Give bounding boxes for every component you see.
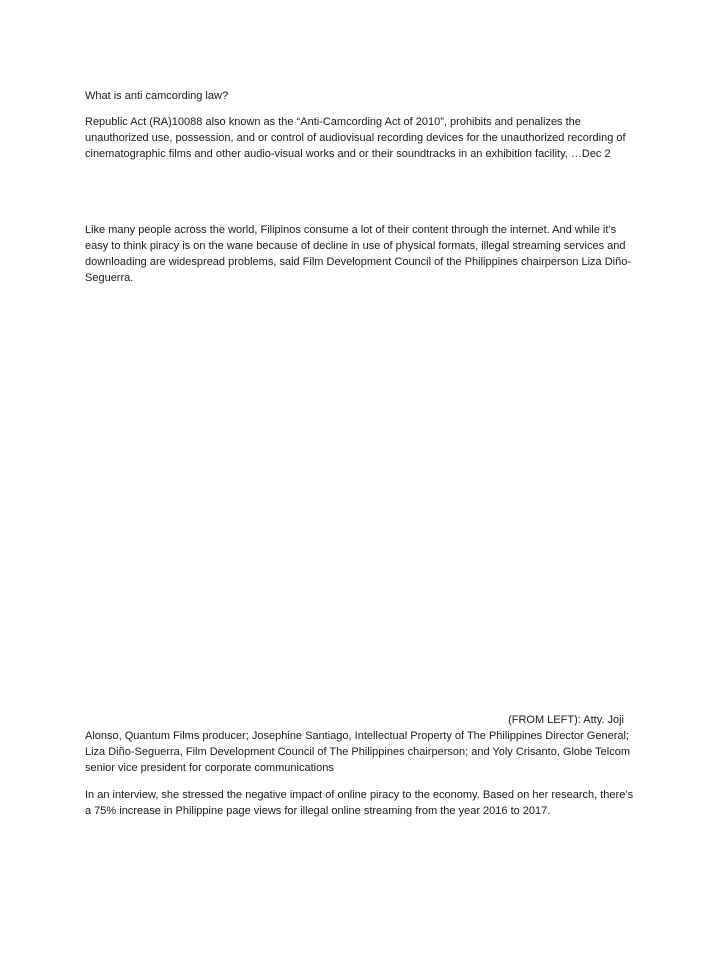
paragraph-republic-act [85, 114, 637, 162]
act-name: Anti-Camcording Act of 2010 [300, 116, 441, 128]
photo-caption-lead: (FROM LEFT): Atty. Joji [508, 714, 624, 726]
paragraph-republic-act-suffix: ”, prohibits and penalizes the unauthorized use, possession, and or control of audiovisual recording devices for the unauthorized recording of cinematographic films and other audio-visual works and or their soundtracks in an exhibition facility, …Dec 2 [85, 116, 626, 160]
photo-caption-text: Alonso, Quantum Films producer; Josephine Santiago, Intellectual Property of The Philippines Director General; Liza Diño-Seguerra, Film Development Council of The Philippines chairperson; and Yoly Crisanto, Globe Telcom senior vice president for corporate communications [85, 730, 630, 774]
question-heading: What is anti camcording law? [85, 90, 229, 102]
paragraph-piracy-context: Like many people across the world, Filipinos consume a lot of their content through the internet. And while it’s easy to think piracy is on the wane because of decline in use of physical formats, illegal streaming services and downloading are widespread problems, said Film Development Council of the Philippines chairperson Liza Diño-Seguerra. [85, 224, 632, 284]
paragraph-interview: In an interview, she stressed the negative impact of online piracy to the economy. Based on her research, there’s a 75% increase in Philippine page views for illegal online streaming from the year 2016 to 2017. [85, 789, 634, 817]
paragraph-republic-act-prefix: Republic Act (RA)10088 also known as the “ [85, 116, 301, 128]
